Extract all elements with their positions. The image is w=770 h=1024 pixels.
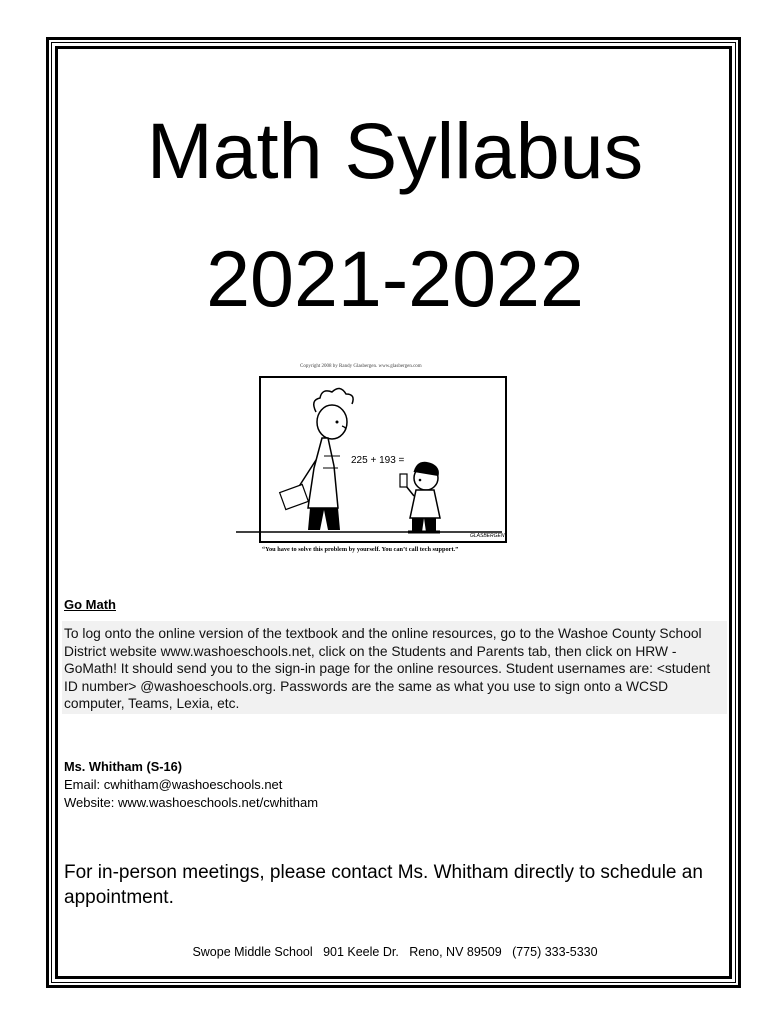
- school-footer: Swope Middle School 901 Keele Dr. Reno, NV 89509 (775) 333-5330: [192, 945, 598, 959]
- go-math-instructions: To log onto the online version of the textbook and the online resources, go to the Washoe County School District website www.washoeschools.net, click on the Students and Parents tab, then click on HRW - GoMath! It should send you to the sign-in page for the online resources. Student usernames are: <student ID number> @washoeschools.org. Passwords are the same as what you use to sign onto a WCSD computer, Teams, Lexia, etc.: [64, 626, 711, 712]
- go-math-heading: Go Math: [64, 597, 116, 612]
- teacher-website: Website: www.washoeschools.net/cwhitham: [64, 795, 319, 810]
- document-title: Math Syllabus: [146, 106, 644, 195]
- cartoonist-signature: GLASBERGEN: [470, 533, 505, 539]
- teacher-name: Ms. Whitham (S-16): [64, 759, 183, 774]
- chalkboard-equation: 225 + 193 =: [351, 455, 405, 466]
- meeting-note: For in-person meetings, please contact Ms. Whitham directly to schedule an appointment.: [64, 862, 703, 908]
- cartoon-copyright: Copyright 2008 by Randy Glasbergen. www.glasbergen.com: [300, 364, 422, 369]
- document-year: 2021-2022: [206, 234, 584, 323]
- teacher-email: Email: cwhitham@washoeschools.net: [64, 777, 283, 792]
- cartoon-caption: “You have to solve this problem by yourself. You can’t call tech support.”: [262, 546, 459, 553]
